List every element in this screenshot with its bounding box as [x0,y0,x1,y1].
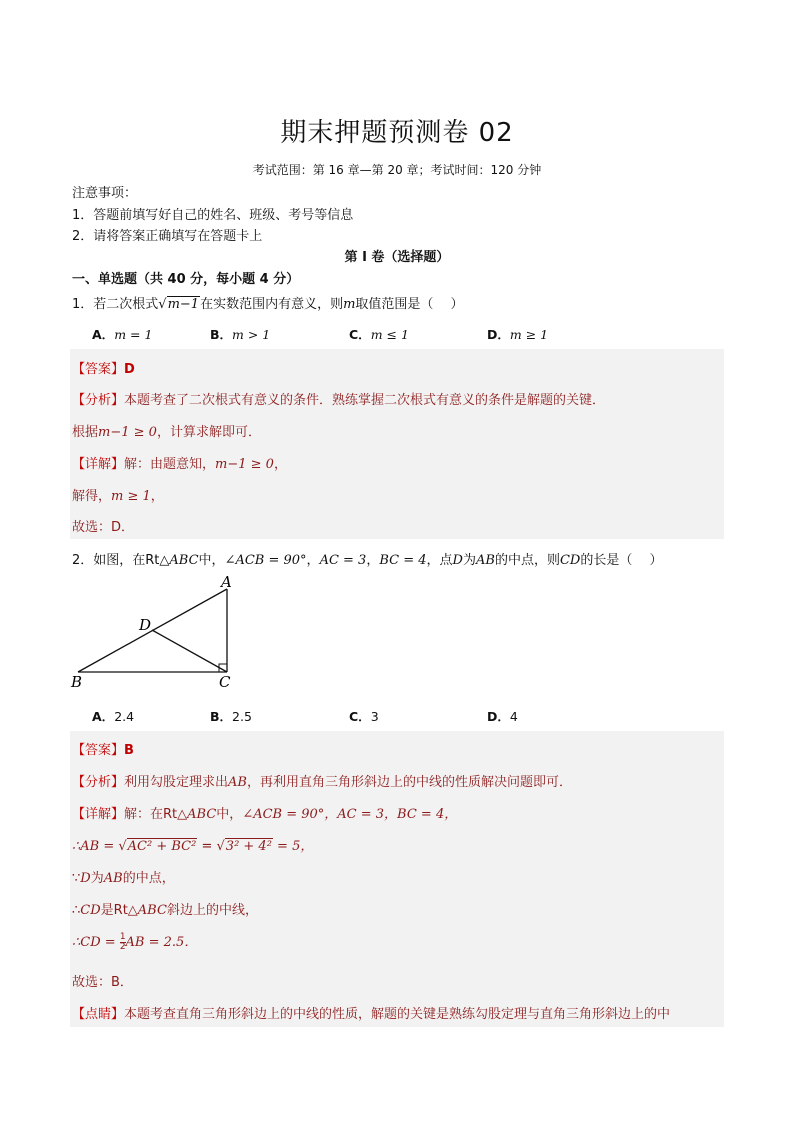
fraction-one-half: $\frac{1}{2}$ [119,932,126,952]
label-d: D [139,616,152,634]
q1-option-c: C．m ≤ 1 [349,327,409,342]
exam-subtitle: 考试范围：第 16 章—第 20 章；考试时间：120 分钟 [252,163,542,177]
label-a: A [221,573,232,591]
q2-option-a: A．2.4 [92,709,135,724]
segment-cd [152,630,227,672]
q1-option-d: D．m ≥ 1 [487,327,549,342]
q1-var: m [343,297,356,312]
q1-answer-box [70,349,724,539]
q1-stem [72,293,464,312]
q2-comment: 【点睛】本题考查直角三角形斜边上的中线的性质，解题的关键是熟练勾股定理与直角三角形斜边上的中 [72,1007,671,1022]
notes-heading: 注意事项： [72,186,138,201]
triangle-figure [66,572,246,692]
q2-analysis: 【分析】利用勾股定理求出AB，再利用直角三角形斜边上的中线的性质解决问题即可． [72,775,572,790]
q1-detail-3: 故选：D． [72,520,135,535]
page-title: 期末押题预测卷 02 [280,118,514,148]
q1-stem-end: 取值范围是（ ） [355,297,464,312]
q1-stem-pre: 1．若二次根式 [72,297,159,312]
q1-stem-post: 在实数范围内有意义，则 [200,297,344,312]
q2-option-c: C．3 [349,709,379,724]
q2-detail-2: ∴AB = √AC² + BC² = √3² + 4² = 5， [72,839,314,854]
q2-stem: 2．如图，在Rt△ABC中，∠ACB = 90°，AC = 3，BC = 4，点D为AB的中点，则CD的长是（ ） [72,553,663,568]
notes-item-2: 2．请将答案正确填写在答题卡上 [72,229,263,244]
section-title: 一、单选题（共 40 分，每小题 4 分） [72,272,300,287]
q1-detail-2: 解得，m ≥ 1， [72,489,164,504]
q2-option-d: D．4 [487,709,518,724]
q1-option-b: B．m > 1 [210,327,271,342]
q1-answer: 【答案】D [72,362,135,377]
q1-radicand: m−1 [167,297,200,312]
q1-option-a: A．m = 1 [92,327,153,342]
q2-option-b: B．2.5 [210,709,252,724]
q1-detail: 【详解】解：由题意知，m−1 ≥ 0， [72,457,287,472]
q2-answer: 【答案】B [72,743,134,758]
q2-detail-4: ∴CD是Rt△ABC斜边上的中线， [72,903,258,918]
q1-analysis-2: 根据m−1 ≥ 0，计算求解即可． [72,425,261,440]
q2-detail-3: ∵D为AB的中点， [72,871,175,886]
label-c: C [219,673,231,691]
label-b: B [71,673,83,691]
q2-detail: 【详解】解：在Rt△ABC中，∠ACB = 90°，AC = 3，BC = 4， [72,807,458,822]
sqrt-sign: √ [158,297,167,312]
q2-detail-5: ∴CD = $\frac{1}{2}$ AB = 2.5． [72,932,198,952]
q2-answer-box [70,731,724,1027]
q2-detail-6: 故选：B． [72,975,133,990]
q1-analysis: 【分析】本题考查了二次根式有意义的条件．熟练掌握二次根式有意义的条件是解题的关键． [72,393,606,408]
volume-title: 第 I 卷（选择题） [344,250,450,265]
notes-item-1: 1．答题前填写好自己的姓名、班级、考号等信息 [72,208,354,223]
